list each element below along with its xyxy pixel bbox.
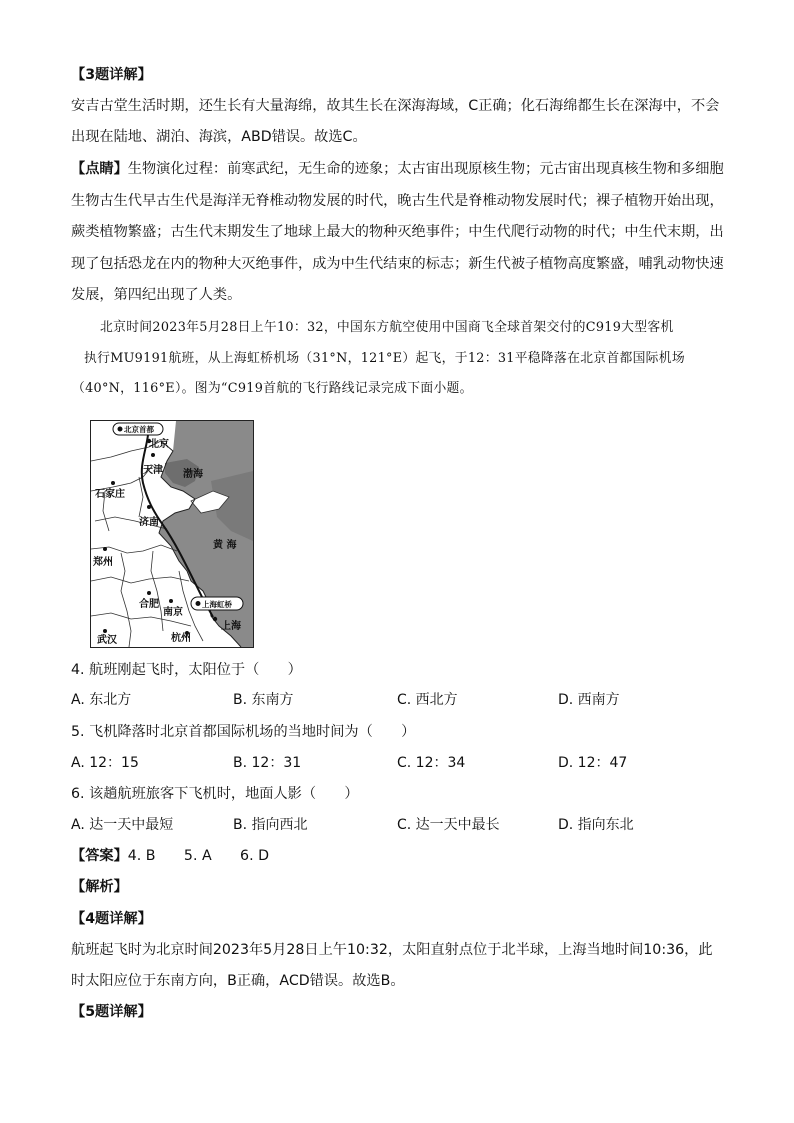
shijiazhuang-dot xyxy=(111,481,115,485)
q3-detail-heading: 【3题详解】 xyxy=(71,67,152,83)
q6-option-c[interactable]: C. 达一天中最长 xyxy=(397,817,500,833)
tip-paragraph-line-3: 蕨类植物繁盛；古生代末期发生了地球上最大的物种灭绝事件；中生代爬行动物的时代；中生代末期，出 xyxy=(71,224,724,240)
answer-label: 【答案】 xyxy=(71,848,128,864)
intro-line-2: 执行MU9191航班，从上海虹桥机场（31°N，121°E）起飞，于12：31平稳降落在北京首都国际机场 xyxy=(84,351,685,366)
tip-text-1: 生物演化过程：前寒武纪，无生命的迹象；太古宙出现原核生物；元古宙出现真核生物和多细胞 xyxy=(127,161,724,177)
wuhan-dot xyxy=(103,629,107,633)
q5-option-d[interactable]: D. 12：47 xyxy=(558,755,628,771)
tip-paragraph-line-1 xyxy=(71,159,724,179)
label-hangzhou: 杭州 xyxy=(171,633,191,644)
analysis-label: 【解析】 xyxy=(71,879,128,895)
q5-option-c[interactable]: C. 12：34 xyxy=(397,755,466,771)
q4-option-d[interactable]: D. 西南方 xyxy=(558,692,620,708)
q4-option-a[interactable]: A. 东北方 xyxy=(71,692,132,708)
answer-line xyxy=(71,846,269,866)
tip-label: 【点睛】 xyxy=(71,161,128,177)
q3-body-line-2: 出现在陆地、湖泊、海滨，ABD错误。故选C。 xyxy=(71,129,367,145)
intro-line-1: 北京时间2023年5月28日上午10：32，中国东方航空使用中国商飞全球首架交付的C919大型客机 xyxy=(100,320,674,335)
label-huanghai: 黄 海 xyxy=(213,540,237,551)
q4-stem: 4. 航班刚起飞时，太阳位于（ ） xyxy=(71,662,302,678)
tip-paragraph-line-2: 生物古生代早古生代是海洋无脊椎动物发展的时代，晚古生代是脊椎动物发展时代；裸子植物开始出现， xyxy=(71,193,724,209)
q6-option-b[interactable]: B. 指向西北 xyxy=(233,817,308,833)
zhengzhou-dot xyxy=(103,547,107,551)
label-shanghai: 上海 xyxy=(221,621,241,632)
flight-route-map xyxy=(90,420,254,648)
q4-detail-line-1: 航班起飞时为北京时间2023年5月28日上午10:32，太阳直射点位于北半球，上海当地时间10:36，此 xyxy=(71,942,713,958)
tianjin-dot xyxy=(151,453,155,457)
label-hefei: 合肥 xyxy=(139,599,159,610)
q5-stem: 5. 飞机降落时北京首都国际机场的当地时间为（ ） xyxy=(71,724,416,740)
tip-paragraph-line-4: 现了包括恐龙在内的物种大灭绝事件，成为中生代结束的标志；新生代被子植物高度繁盛，哺乳动物快速 xyxy=(71,256,724,272)
label-zhengzhou: 郑州 xyxy=(93,557,113,568)
label-beijing-airport: 北京首都 xyxy=(124,425,154,434)
tip-paragraph-line-5: 发展，第四纪出现了人类。 xyxy=(71,287,242,303)
beijing-airport-pin-icon xyxy=(118,427,123,432)
answer-values: 4. B 5. A 6. D xyxy=(127,848,270,864)
q5-detail-heading: 【5题详解】 xyxy=(71,1004,152,1020)
map-svg xyxy=(91,421,253,647)
q4-option-b[interactable]: B. 东南方 xyxy=(233,692,294,708)
label-wuhan: 武汉 xyxy=(97,635,117,646)
q4-option-c[interactable]: C. 西北方 xyxy=(397,692,458,708)
label-nanjing: 南京 xyxy=(163,607,183,618)
label-bohai: 渤海 xyxy=(183,469,203,480)
label-tianjin: 天津 xyxy=(143,465,163,476)
hefei-dot xyxy=(147,591,151,595)
q6-option-d[interactable]: D. 指向东北 xyxy=(558,817,634,833)
q6-option-a[interactable]: A. 达一天中最短 xyxy=(71,817,174,833)
jinan-dot xyxy=(147,505,151,509)
q4-detail-heading: 【4题详解】 xyxy=(71,911,152,927)
shanghai-dot xyxy=(213,617,217,621)
label-jinan: 济南 xyxy=(139,517,159,528)
intro-line-3: （40°N，116°E）。图为“C919首航的飞行路线记录完成下面小题。 xyxy=(72,381,473,396)
label-shanghai-airport: 上海虹桥 xyxy=(202,600,232,609)
label-beijing: 北京 xyxy=(149,439,169,450)
q4-detail-line-2: 时太阳应位于东南方向，B正确，ACD错误。故选B。 xyxy=(71,973,405,989)
q6-stem: 6. 该趟航班旅客下飞机时，地面人影（ ） xyxy=(71,786,359,802)
q5-option-b[interactable]: B. 12：31 xyxy=(233,755,302,771)
label-shijiazhuang: 石家庄 xyxy=(95,489,125,500)
shanghai-airport-pin-icon xyxy=(196,601,201,606)
nanjing-dot xyxy=(169,599,173,603)
q3-body-line-1: 安吉古堂生活时期，还生长有大量海绵，故其生长在深海海域，C正确；化石海绵都生长在深海中，不会 xyxy=(71,98,720,114)
q5-option-a[interactable]: A. 12：15 xyxy=(71,755,139,771)
